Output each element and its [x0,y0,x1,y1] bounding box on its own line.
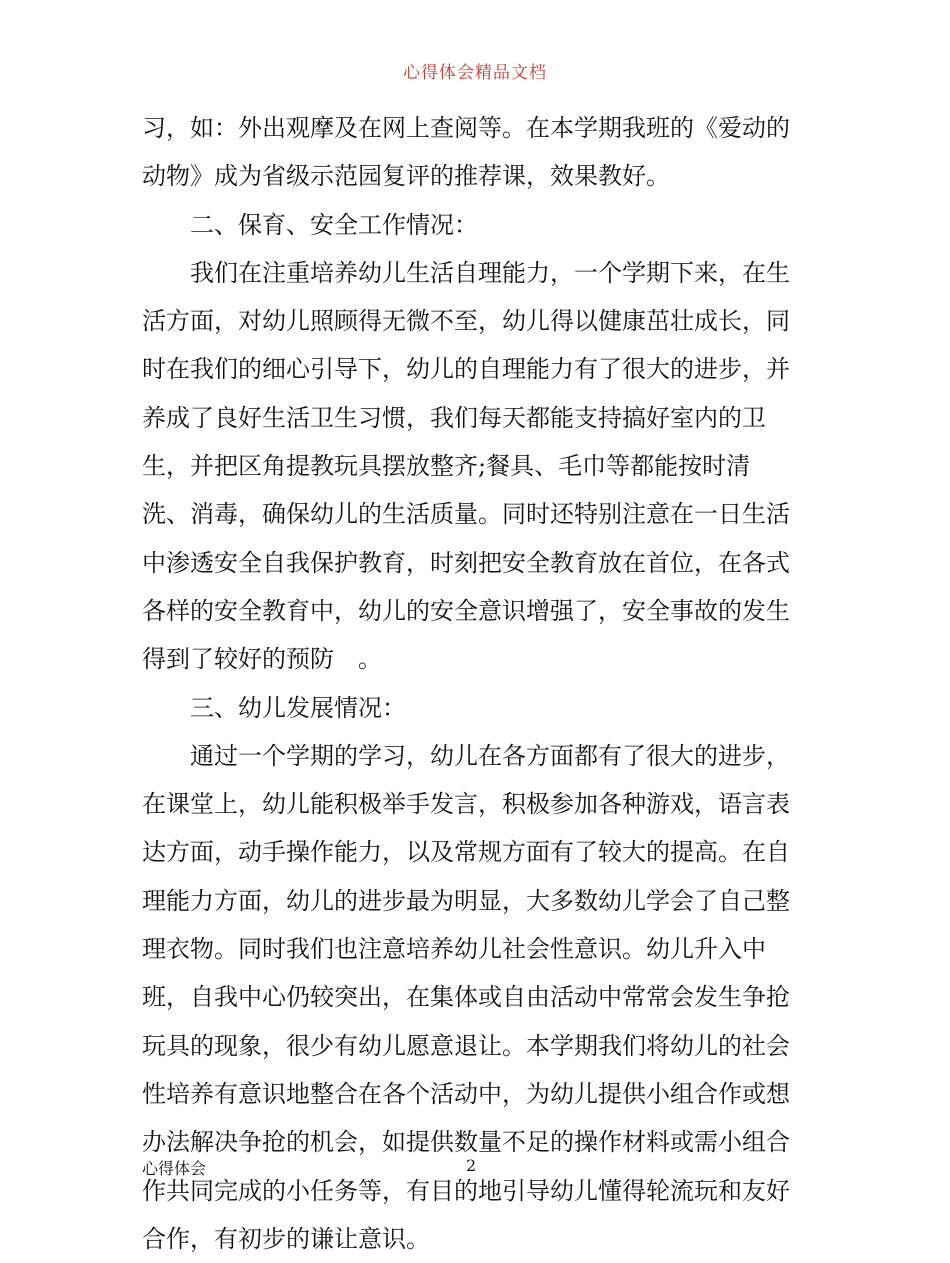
text-line: 我们在注重培养幼儿生活自理能力，一个学期下来，在生 [190,258,790,287]
text-line: 活方面，对幼儿照顾得无微不至，幼儿得以健康茁壮成长，同 [142,307,790,336]
text-line: 玩具的现象，很少有幼儿愿意退让。本学期我们将幼儿的社会 [142,1031,790,1060]
text-line: 时在我们的细心引导下，幼儿的自理能力有了很大的进步，并 [142,355,790,384]
text-line: 性培养有意识地整合在各个活动中，为幼儿提供小组合作或想 [142,1079,790,1108]
text-line: 在课堂上，幼儿能积极举手发言，积极参加各种游戏，语言表 [142,790,790,819]
text-line: 得到了较好的预防 。 [142,645,382,674]
text-line: 动物》成为省级示范园复评的推荐课，效果教好。 [142,162,670,191]
text-line: 三、幼儿发展情况： [190,693,406,722]
text-line: 合作，有初步的谦让意识。 [142,1224,430,1253]
text-line: 习，如：外出观摩及在网上查阅等。在本学期我班的《爱动的 [142,114,790,142]
text-line: 作共同完成的小任务等，有目的地引导幼儿懂得轮流玩和友好 [142,1176,790,1205]
page-footer-label: 心得体会 [142,1159,207,1178]
text-line: 养成了良好生活卫生习惯，我们每天都能支持搞好室内的卫 [142,403,766,432]
text-line: 通过一个学期的学习，幼儿在各方面都有了很大的进步， [190,741,790,770]
text-line: 各样的安全教育中，幼儿的安全意识增强了，安全事故的发生 [142,596,790,625]
text-line: 二、保育、安全工作情况： [190,210,478,239]
text-line: 洗、消毒，确保幼儿的生活质量。同时还特别注意在一日生活 [142,500,790,529]
text-line: 办法解决争抢的机会，如提供数量不足的操作材料或需小组合 [142,1128,790,1157]
page-header-title: 心得体会精品文档 [403,63,547,83]
document-body [142,104,814,1263]
text-line: 理能力方面，幼儿的进步最为明显，大多数幼儿学会了自己整 [142,886,790,915]
text-line: 班，自我中心仍较突出，在集体或自由活动中常常会发生争抢 [142,983,790,1012]
text-line: 中渗透安全自我保护教育，时刻把安全教育放在首位，在各式 [142,548,790,577]
text-line: 生，并把区角提教玩具摆放整齐;餐具、毛巾等都能按时清 [142,452,751,481]
text-line: 达方面，动手操作能力，以及常规方面有了较大的提高。在自 [142,838,790,867]
text-line: 理衣物。同时我们也注意培养幼儿社会性意识。幼儿升入中 [142,935,766,964]
page-number: 2 [466,1156,477,1175]
